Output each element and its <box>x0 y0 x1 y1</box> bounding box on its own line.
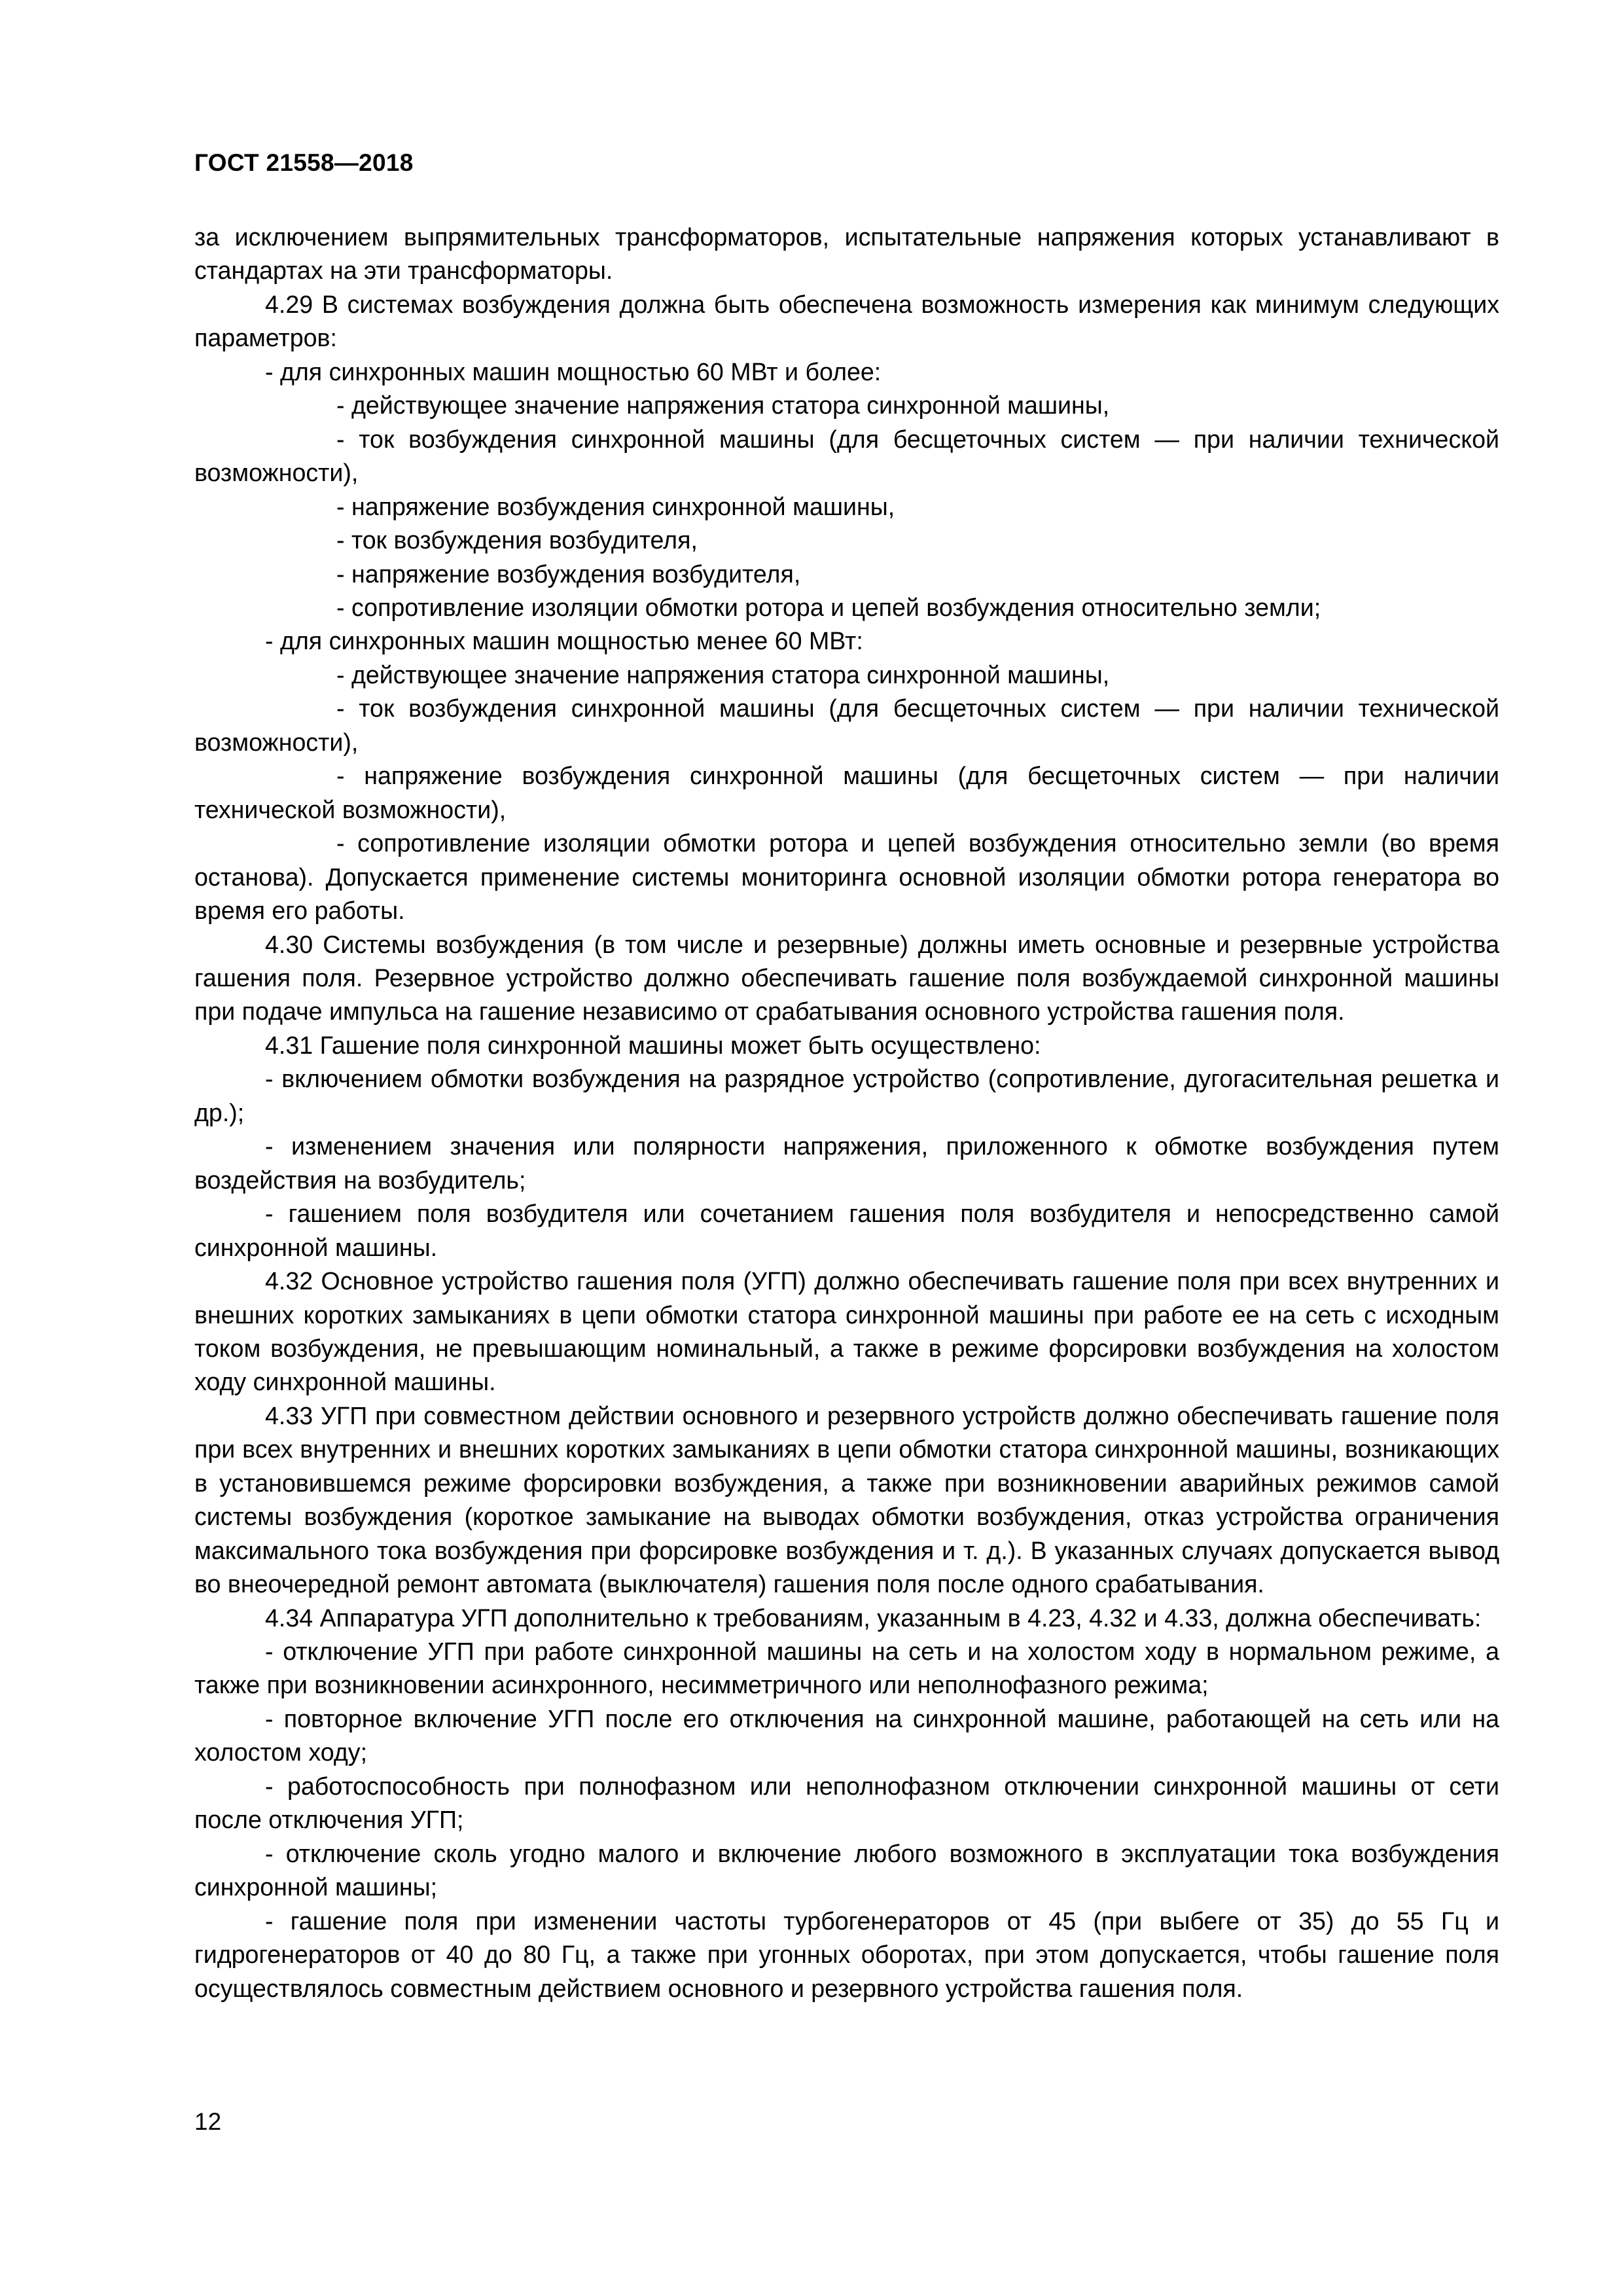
list-item-level1: - включением обмотки возбуждения на разрядное устройство (сопротивление, дугогасительная решетка и др.); <box>194 1065 1499 1126</box>
list-item-level1: - изменением значения или полярности напряжения, приложенного к обмотке возбуждения путем воздействия на возбудитель; <box>194 1132 1499 1194</box>
clause-4-31: 4.31 Гашение поля синхронной машины может быть осуществлено: <box>265 1031 1041 1059</box>
list-item-level2: - сопротивление изоляции обмотки ротора и цепей возбуждения относительно земли; <box>336 593 1321 621</box>
list-item-level2: - ток возбуждения возбудителя, <box>336 526 698 554</box>
list-item-level1: - гашение поля при изменении частоты турбогенераторов от 45 (при выбеге от 35) до 55 Гц и гидрогенераторов от 40 до 80 Гц, а также при угонных оборотах, при этом допускается, чтобы гашение поля осуществлялось совместным действием основного и резервного устройства гашения поля. <box>194 1907 1499 2002</box>
clause-4-32: 4.32 Основное устройство гашения поля (УГП) должно обеспечивать гашение поля при всех внутренних и внешних коротких замыканиях в цепи обмотки статора синхронной машины при работе ее на сеть с исходным током возбуждения, не превышающим номинальный, а также в режиме форсировки возбуждения на холостом ходу синхронной машины. <box>194 1267 1499 1396</box>
clause-4-29: 4.29 В системах возбуждения должна быть обеспечена возможность измерения как минимум следующих параметров: <box>194 290 1499 352</box>
clause-4-30: 4.30 Системы возбуждения (в том числе и резервные) должны иметь основные и резервные устройства гашения поля. Резервное устройство должно обеспечивать гашение поля возбуждаемой синхронной машины при подаче импульса на гашение независимо от срабатывания основного устройства гашения поля. <box>194 930 1499 1026</box>
list-item-level1: - отключение сколь угодно малого и включение любого возможного в эксплуатации тока возбуждения синхронной машины; <box>194 1839 1499 1901</box>
list-item-level2: - напряжение возбуждения синхронной машины, <box>336 492 895 520</box>
list-item-level2: - действующее значение напряжения статора синхронной машины, <box>336 391 1110 420</box>
list-item-level2: - ток возбуждения синхронной машины (для бесщеточных систем — при наличии технической возможности), <box>194 425 1499 487</box>
list-item-level2: - напряжение возбуждения синхронной машины (для бесщеточных систем — при наличии технической возможности), <box>194 762 1499 823</box>
list-item-level1: - для синхронных машин мощностью менее 60 МВт: <box>265 627 863 655</box>
list-item-level1: - для синхронных машин мощностью 60 МВт и более: <box>265 357 882 386</box>
list-item-level2: - сопротивление изоляции обмотки ротора и цепей возбуждения относительно земли (во время останова). Допускается применение системы мониторинга основной изоляции обмотки ротора генератора во время его работы. <box>194 829 1499 925</box>
list-item-level1: - работоспособность при полнофазном или неполнофазном отключении синхронной машины от сети после отключения УГП; <box>194 1772 1499 1834</box>
paragraph-continuation: за исключением выпрямительных трансформаторов, испытательные напряжения которых устанавливают в стандартах на эти трансформаторы. <box>194 223 1499 285</box>
list-item-level2: - напряжение возбуждения возбудителя, <box>336 560 801 588</box>
page-number: 12 <box>194 2108 222 2135</box>
document-header-title: ГОСТ 21558—2018 <box>194 149 414 176</box>
clause-4-34: 4.34 Аппаратура УГП дополнительно к требованиям, указанным в 4.23, 4.32 и 4.33, должна обеспечивать: <box>265 1604 1482 1632</box>
list-item-level1: - повторное включение УГП после его отключения на синхронной машине, работающей на сеть или на холостом ходу; <box>194 1704 1499 1767</box>
clause-4-33: 4.33 УГП при совместном действии основного и резервного устройств должно обеспечивать гашение поля при всех внутренних и внешних коротких замыканиях в цепи обмотки статора синхронной машины, возникающих в установившемся режиме форсировки возбуждения, а также при возникновении аварийных режимов самой системы возбуждения (короткое замыкание на выводах обмотки возбуждения, отказ устройства ограничения максимального тока возбуждения при форсировке возбуждения и т. д.). В указанных случаях допускается вывод во внеочередной ремонт автомата (выключателя) гашения поля после одного срабатывания. <box>194 1401 1499 1598</box>
list-item-level1: - гашением поля возбудителя или сочетанием гашения поля возбудителя и непосредственно самой синхронной машины. <box>194 1200 1499 1261</box>
list-item-level2: - ток возбуждения синхронной машины (для бесщеточных систем — при наличии технической возможности), <box>194 694 1499 756</box>
document-body <box>194 221 1499 2005</box>
list-item-level2: - действующее значение напряжения статора синхронной машины, <box>336 660 1110 689</box>
list-item-level1: - отключение УГП при работе синхронной машины на сеть и на холостом ходу в нормальном режиме, а также при возникновении асинхронного, несимметричного или неполнофазного режима; <box>194 1638 1499 1699</box>
